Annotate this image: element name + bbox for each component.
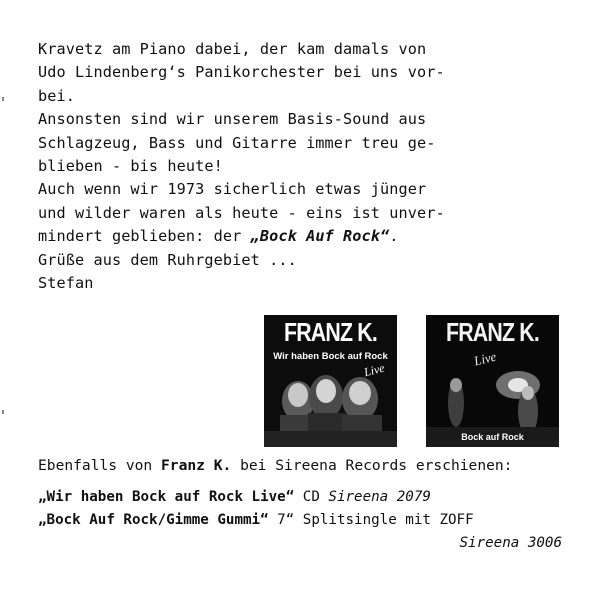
cover-live-badge: Live [472, 348, 498, 369]
release-line [38, 512, 474, 528]
letter-text [38, 38, 568, 295]
cover-title: FRANZ K. [446, 317, 539, 347]
release-title: „Bock Auf Rock/Gimme Gummi“ [38, 512, 269, 528]
release-format: 7“ Splitsingle mit ZOFF [268, 512, 474, 528]
cover-live-badge: Live [362, 360, 387, 380]
letter-line: blieben - bis heute! [38, 157, 223, 176]
letter-line: Auch wenn wir 1973 sicherlich etwas jünger [38, 180, 427, 199]
cover-title: FRANZ K. [284, 317, 377, 347]
letter-line: und wilder waren als heute - eins ist unver- [38, 203, 445, 222]
letter-line: bei. [38, 86, 75, 105]
release-title: „Wir haben Bock auf Rock Live“ [38, 489, 295, 505]
artist-name: Franz K. [161, 457, 232, 474]
letter-line: Schlagzeug, Bass und Gitarre immer treu ge- [38, 133, 436, 152]
cover-subtitle: Wir haben Bock auf Rock [273, 351, 388, 362]
letter-line: Ansonsten sind wir unserem Basis-Sound aus [38, 110, 427, 129]
release-catalog: Sireena 2079 [328, 489, 431, 505]
letter-line: Udo Lindenberg‘s Panikorchester bei uns vor- [38, 63, 445, 82]
release-line [38, 489, 431, 505]
last-line-prefix: mindert geblieben: der [38, 227, 251, 246]
album-cover-wir-haben-bock-auf-rock-live [264, 315, 397, 447]
album-title-emphasis: „Bock Auf Rock“ [250, 227, 390, 246]
page-edge-mark [2, 97, 4, 101]
release-format: CD [294, 489, 329, 505]
greeting: Grüße aus dem Ruhrgebiet ... [38, 250, 297, 269]
page-edge-mark [2, 410, 4, 414]
letter-line-last [38, 225, 568, 248]
cover-subtitle: Bock auf Rock [461, 432, 524, 442]
letter-line: Kravetz am Piano dabei, der kam damals von [38, 40, 427, 58]
also-released-heading: Ebenfalls von Franz K. bei Sireena Records erschienen: [38, 457, 513, 474]
release-catalog: Sireena 3006 [459, 535, 562, 551]
signature: Stefan [38, 274, 94, 293]
last-line-suffix: . [389, 227, 399, 246]
album-cover-bock-auf-rock [426, 315, 559, 447]
